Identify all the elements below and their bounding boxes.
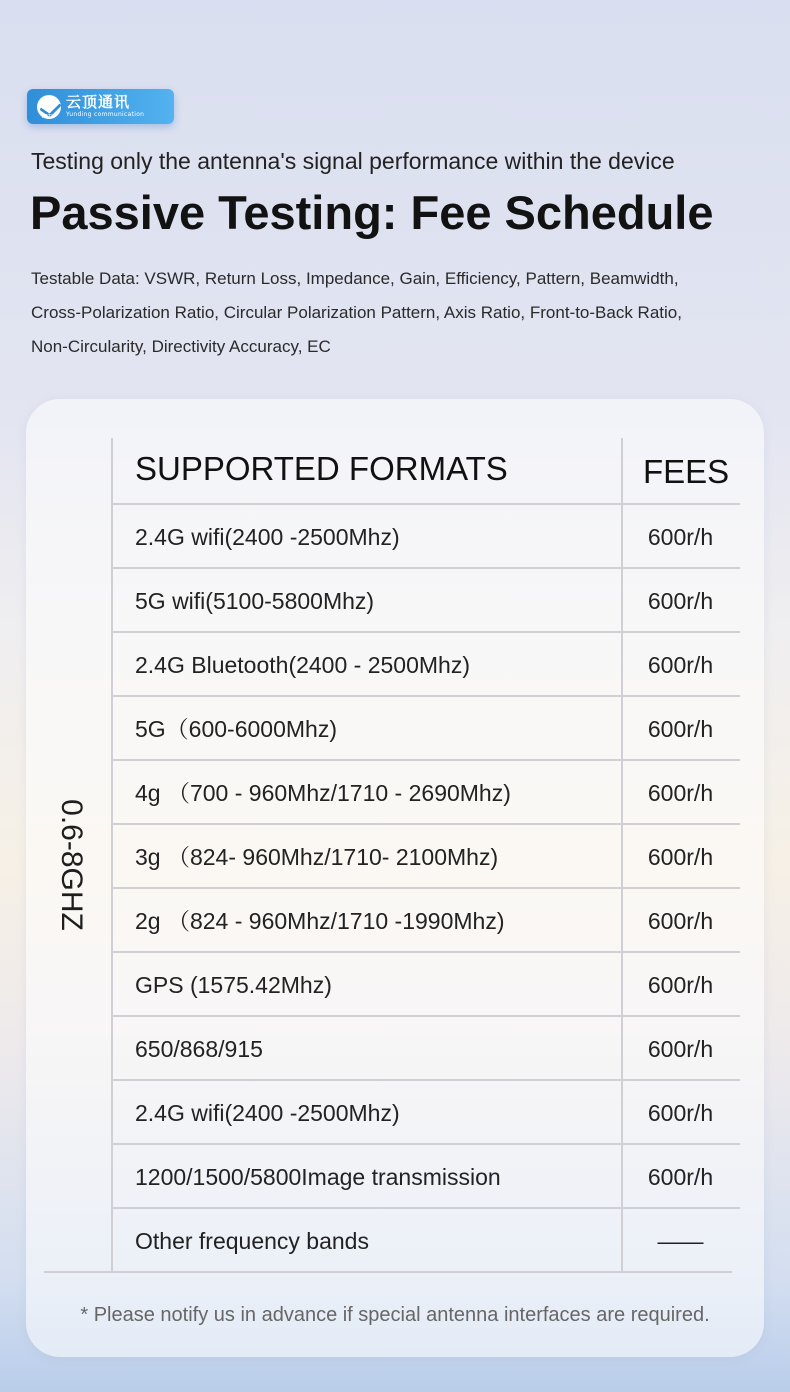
testable-data-description [31,262,781,364]
header-fees: FEES [643,453,730,490]
fee-table [113,438,740,1271]
fee-cell: 600r/h [647,972,714,998]
format-cell: 1200/1500/5800Image transmission [135,1164,501,1190]
format-cell: GPS (1575.42Mhz) [135,972,332,998]
fee-cell: 600r/h [647,1036,714,1062]
fee-cell: 600r/h [647,780,714,806]
format-cell: 2.4G Bluetooth(2400 - 2500Mhz) [135,652,470,678]
table-row [113,1145,740,1209]
table-row [113,1081,740,1145]
format-cell: 3g （824- 960Mhz/1710- 2100Mhz) [135,844,499,870]
logo-abbreviation: YDTX [41,114,55,120]
table-row [113,953,740,1017]
table-row [113,569,740,633]
company-logo [27,89,174,124]
page-title: Passive Testing: Fee Schedule [30,186,714,239]
format-cell: 2.4G wifi(2400 -2500Mhz) [135,1100,400,1126]
format-cell: 5G wifi(5100-5800Mhz) [135,588,375,614]
description-line: Non-Circularity, Directivity Accuracy, EC [31,337,331,356]
description-line: Cross-Polarization Ratio, Circular Polarization Pattern, Axis Ratio, Front-to-Back Ratio, [31,303,682,322]
footnote: * Please notify us in advance if special antenna interfaces are required. [80,1304,710,1326]
description-line: Testable Data: VSWR, Return Loss, Impedance, Gain, Efficiency, Pattern, Beamwidth, [31,269,679,288]
format-cell: 2.4G wifi(2400 -2500Mhz) [135,524,400,550]
fee-cell: 600r/h [647,844,714,870]
table-row [113,825,740,889]
frequency-band-label: 0.6-8GHZ [55,799,88,931]
table-row [113,761,740,825]
format-cell: 4g （700 - 960Mhz/1710 - 2690Mhz) [135,780,511,806]
format-cell: 650/868/915 [135,1036,263,1062]
table-header-row [113,438,740,505]
format-cell: Other frequency bands [135,1228,369,1254]
logo-english-name: Yunding communication [66,111,145,118]
table-row [113,1209,740,1271]
table-bottom-divider [44,1271,732,1273]
fee-cell: 600r/h [647,652,714,678]
fee-cell: 600r/h [647,1164,714,1190]
table-row [113,633,740,697]
fee-cell: —— [657,1228,704,1254]
header-supported-formats: SUPPORTED FORMATS [135,450,508,487]
fee-cell: 600r/h [647,716,714,742]
fee-cell: 600r/h [647,524,714,550]
logo-text [66,95,144,118]
fee-cell: 600r/h [647,908,714,934]
table-row [113,889,740,953]
format-cell: 2g （824 - 960Mhz/1710 -1990Mhz) [135,908,505,934]
table-row [113,1017,740,1081]
fee-cell: 600r/h [647,1100,714,1126]
fee-cell: 600r/h [647,588,714,614]
format-cell: 5G（600-6000Mhz) [135,716,337,742]
table-row [113,697,740,761]
table-row [113,505,740,569]
logo-chinese-name: 云顶通讯 [66,93,131,111]
page-subtitle: Testing only the antenna's signal performance within the device [31,148,675,174]
